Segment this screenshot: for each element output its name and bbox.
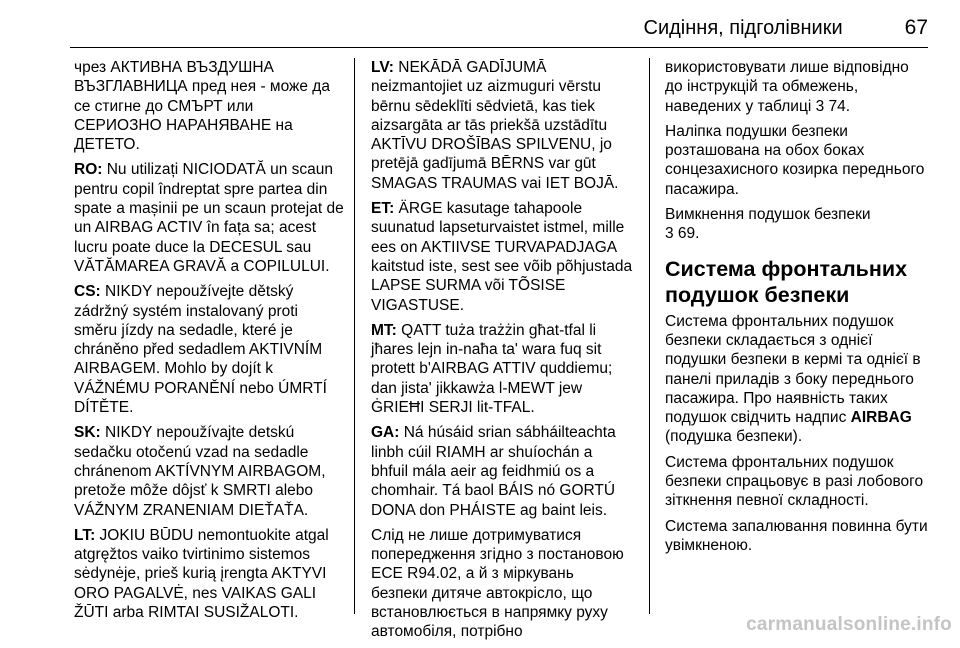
lang-code-cs: CS: xyxy=(74,283,101,301)
column-2 xyxy=(371,58,633,648)
page-number: 67 xyxy=(904,16,928,39)
column-3 xyxy=(665,58,929,561)
paragraph-ro: RO: Nu utilizați NICIODATĂ un scaun pentru copil îndreptat spre partea din spate a mașinii pe un scaun protejat de un AIRBAG ACTIV în fața sa; acest lucru poate duce la DECESUL sau VĂTĂMAREA GRAVĂ a COPILULUI. xyxy=(74,161,344,275)
paragraph-mt: MT: QATT tuża trażżin għat-tfal li jħares lejn in-naħa ta' wara fuq sit protett b'AIRBAG ATTIV quddiemu; dan jista' jikkawża l-MEWT jew ĠRIEĦI SERJI lit-TFAL. xyxy=(371,321,613,417)
section-heading: Система фронтальних подушок безпеки xyxy=(665,256,908,307)
paragraph-lt: LT: JOKIU BŪDU nemontuokite atgal atgręžtos vaiko tvirtinimo sistemos sėdynėje, prieš kurią įrengta AKTYVI ORO PAGALVĖ, nes VAIKAS GALI ŽŪTI arba RIMTAI SUSIŽALOTI. xyxy=(74,526,329,622)
paragraph-airbag-deactivation: Вимкнення подушок безпеки 3 69. xyxy=(665,206,871,243)
paragraph-sk: SK: NIKDY nepoužívajte detskú sedačku otočenú vzad na sedadle chránenom AKTÍVNYM AIRBAGOM, pretože môže dôjsť k SMRTI alebo VÁŽNYM ZRANENIAM DIEŤAŤA. xyxy=(74,424,326,519)
page-title: Сидіння, підголівники xyxy=(643,17,843,39)
page-reference-link[interactable]: 3 69. xyxy=(665,225,700,243)
lang-code-ga: GA: xyxy=(371,424,400,442)
column-divider-2 xyxy=(649,58,650,614)
paragraph-table-ref: використовувати лише відповідно до інструкцій та обмежень, наведених у таблиці 3 74. xyxy=(665,59,909,115)
page-reference-link[interactable]: 3 74. xyxy=(815,97,851,115)
column-divider-1 xyxy=(354,58,355,614)
page-header xyxy=(70,16,928,40)
paragraph-front-airbag-system: Система фронтальних подушок безпеки складається з однієї подушки безпеки в кермі та однієї в панелі приладів з боку переднього пасажира. Про наявність таких подушок свідчить надпис AIRBAG (подушка безпеки). xyxy=(665,312,921,446)
paragraph-bg-continued: чрез АКТИВНА ВЪЗДУШНА ВЪЗГЛАВНИЦА пред нея - може да се стигне до СМЪРТ или СЕРИОЗНО НАРАНЯВАНЕ на ДЕТЕТО. xyxy=(74,59,330,154)
paragraph-uk-note: Слід не лише дотримуватися попередження згідно з постановою ECE R94.02, а й з міркувань безпеки дитяче автокрісло, що встановлюється в напрямку руху автомобіля, потрібно xyxy=(371,526,624,641)
paragraph-lv: LV: NEKĀDĀ GADĪJUMĀ neizmantojiet uz aizmuguri vērstu bērnu sēdeklīti sēdvietā, kas tiek aizsargāta ar tās priekšā uzstādītu AKTĪVU DROŠĪBAS SPILVENU, jo pretējā gadījumā BĒRNS var gūt SMAGAS TRAUMAS vai IET BOJĀ. xyxy=(371,59,619,192)
site-watermark: carmanualsonline.info xyxy=(746,614,952,635)
airbag-term: AIRBAG xyxy=(850,409,912,427)
lang-code-lv: LV: xyxy=(371,59,394,76)
lang-code-ro: RO: xyxy=(74,161,103,179)
lang-code-sk: SK: xyxy=(74,424,101,442)
paragraph-airbag-label: Наліпка подушки безпеки розташована на обох боках сонцезахисного козирка переднього пасажира. xyxy=(665,122,925,198)
header-rule xyxy=(70,47,928,48)
paragraph-ga: GA: Ná húsáid srian sábháilteachta linbh cúil RIAMH ar shuíochán a bhfuil mála aeir ag feidhmiú os a chomhair. Tá baol BÁIS nó GORTÚ DONA don PHÁISTE ag baint leis. xyxy=(371,424,616,519)
paragraph-et: ET: ÄRGE kasutage tahapoole suunatud lapseturvaistet istmel, mille ees on AKTIIVSE TURVAPADJAGA kaitstud iste, sest see võib põhjustada LAPSE SURMA või TÕSISE VIGASTUSE. xyxy=(371,200,633,314)
lang-code-mt: MT: xyxy=(371,321,397,339)
column-1 xyxy=(74,58,344,628)
paragraph-cs: CS: NIKDY nepoužívejte dětský zádržný systém instalovaný proti směru jízdy na sedadle, které je chráněno před sedadlem AKTIVNÍM AIRBAGEM. Mohlo by dojít k VÁŽNÉMU PORANĚNÍ nebo ÚMRTÍ DÍTĚTE. xyxy=(74,283,327,417)
paragraph-deployment: Система фронтальних подушок безпеки спрацьовує в разі лобового зіткнення певної складності. xyxy=(665,453,924,510)
lang-code-lt: LT: xyxy=(74,526,96,544)
lang-code-et: ET: xyxy=(371,200,395,218)
paragraph-ignition: Система запалювання повинна бути увімкненою. xyxy=(665,517,928,554)
